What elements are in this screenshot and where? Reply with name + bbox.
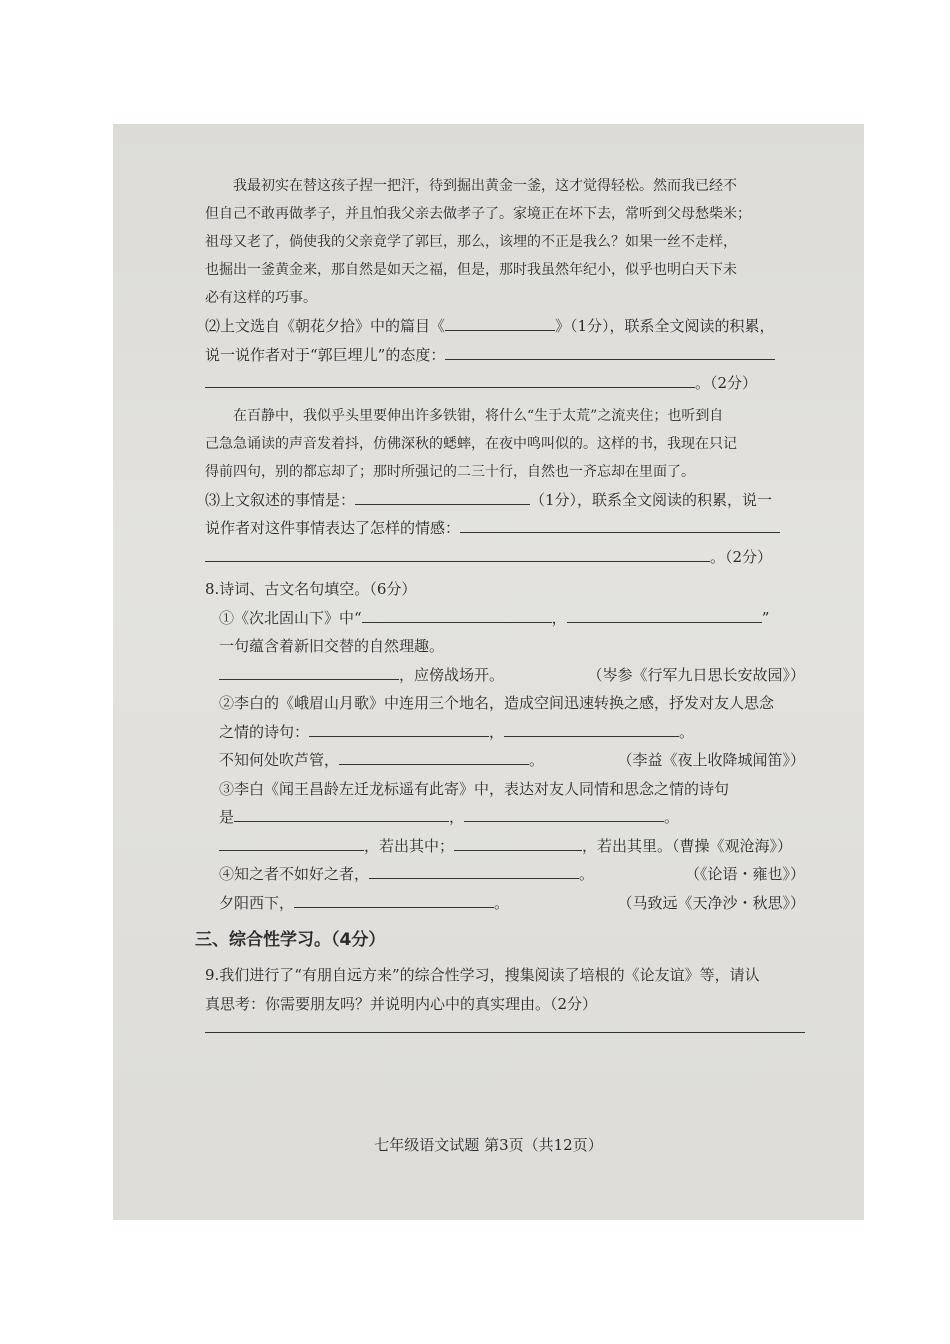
answer-blank[interactable] [205, 545, 710, 562]
question-9-line1: 9.我们进行了“有朋自远方来”的综合性学习，搜集阅读了培根的《论友谊》等，请认 [205, 966, 760, 984]
answer-blank[interactable] [567, 606, 762, 623]
exam-paper [113, 124, 864, 1220]
passage2-line: 在百静中，我似乎头里要伸出许多铁钳，将什么“生于太荒”之流夹住；也听到自 [233, 407, 724, 424]
question-8-item5: ③李白《闻王昌龄左迁龙标遥有此寄》中，表达对友人同情和思念之情的诗句 [219, 779, 730, 798]
answer-blank[interactable] [294, 891, 494, 908]
question-3-line3: 。（2分） [205, 543, 805, 572]
answer-blank[interactable] [219, 663, 399, 680]
passage2-line: 得前四句，别的都忘却了；那时所强记的二三十行，自然也一齐忘却在里面了。 [205, 463, 695, 480]
answer-blank[interactable] [205, 371, 695, 388]
passage2-line: 己急急诵读的声音发着抖，仿佛深秋的蟋蟀，在夜中鸣叫似的。这样的书，我现在只记 [205, 435, 737, 452]
question-8-item1-cont: 一句蕴含着新旧交替的自然理趣。 [219, 637, 445, 655]
passage1-line: 必有这样的巧事。 [205, 290, 317, 306]
answer-blank[interactable] [355, 488, 530, 505]
answer-blank[interactable] [464, 805, 664, 822]
question-9-line2: 真思考：你需要朋友吗？并说明内心中的真实理由。（2分） [205, 994, 598, 1013]
passage1-line: 也掘出一釜黄金来，那自然是如天之福，但是，那时我虽然年纪小，似乎也明白天下未 [205, 262, 737, 278]
answer-blank[interactable] [454, 834, 582, 851]
question-8-item3-cont: 之情的诗句： ， 。 [205, 718, 805, 747]
question-8-item5-cont: 是 ， 。 [205, 803, 805, 832]
question-8-item8: 夕阳西下， 。 （马致远《天净沙・秋思》） [205, 889, 805, 918]
question-8-item3: ②李白的《峨眉山月歌》中连用三个地名，造成空间迅速转换之感，抒发对友人思念 [219, 694, 775, 712]
passage1-line: 我最初实在替这孩子捏一把汗，待到掘出黄金一釜，这才觉得轻松。然而我已经不 [233, 178, 737, 194]
question-8-item7: ④知之者不如好之者， 。 （《论语・雍也》） [205, 860, 805, 889]
answer-blank[interactable] [339, 748, 529, 765]
exam-content [195, 172, 805, 1033]
question-3-line2: 说作者对这件事情表达了怎样的情感： [205, 514, 805, 543]
answer-line[interactable] [205, 1032, 805, 1033]
passage1-line: 但自己不敢再做孝子，并且怕我父亲去做孝子了。家境正在坏下去，常听到父母愁柴米； [205, 206, 751, 222]
question-8-item1: ①《次北固山下》中“ ， ” [205, 604, 805, 633]
answer-blank[interactable] [309, 720, 489, 737]
question-2-line3: 。（2分） [205, 369, 805, 398]
passage1-line: 祖母又老了，倘使我的父亲竟学了郭巨，那么，该埋的不正是我么？如果一丝不走样， [205, 234, 737, 250]
answer-blank[interactable] [504, 720, 679, 737]
question-2-line2: 说一说作者对于“郭巨埋儿”的态度： [205, 341, 805, 370]
answer-blank[interactable] [445, 343, 775, 360]
question-8-item4: 不知何处吹芦管， 。 （李益《夜上收降城闻笛》） [205, 746, 805, 775]
question-8-item2: ，应傍战场开。 （岑参《行军九日思长安故园》） [205, 661, 805, 690]
section-3-heading: 三、综合性学习。（4分） [195, 930, 386, 950]
answer-blank[interactable] [369, 862, 579, 879]
question-3-line1: ⑶上文叙述的事情是： （1分），联系全文阅读的积累，说一 [205, 486, 805, 515]
question-8-title: 8.诗词、古文名句填空。（6分） [205, 580, 417, 598]
answer-blank[interactable] [219, 834, 364, 851]
answer-blank[interactable] [460, 516, 780, 533]
page-footer: 七年级语文试题 第3页（共12页） [374, 1136, 603, 1154]
question-2-line1: ⑵上文选自《朝花夕拾》中的篇目《 》（1分），联系全文阅读的积累， [205, 312, 805, 341]
answer-blank[interactable] [445, 314, 555, 331]
answer-blank[interactable] [234, 805, 449, 822]
question-8-item6: ，若出其中； ，若出其里。（曹操《观沧海》） [205, 832, 805, 861]
answer-blank[interactable] [362, 606, 552, 623]
